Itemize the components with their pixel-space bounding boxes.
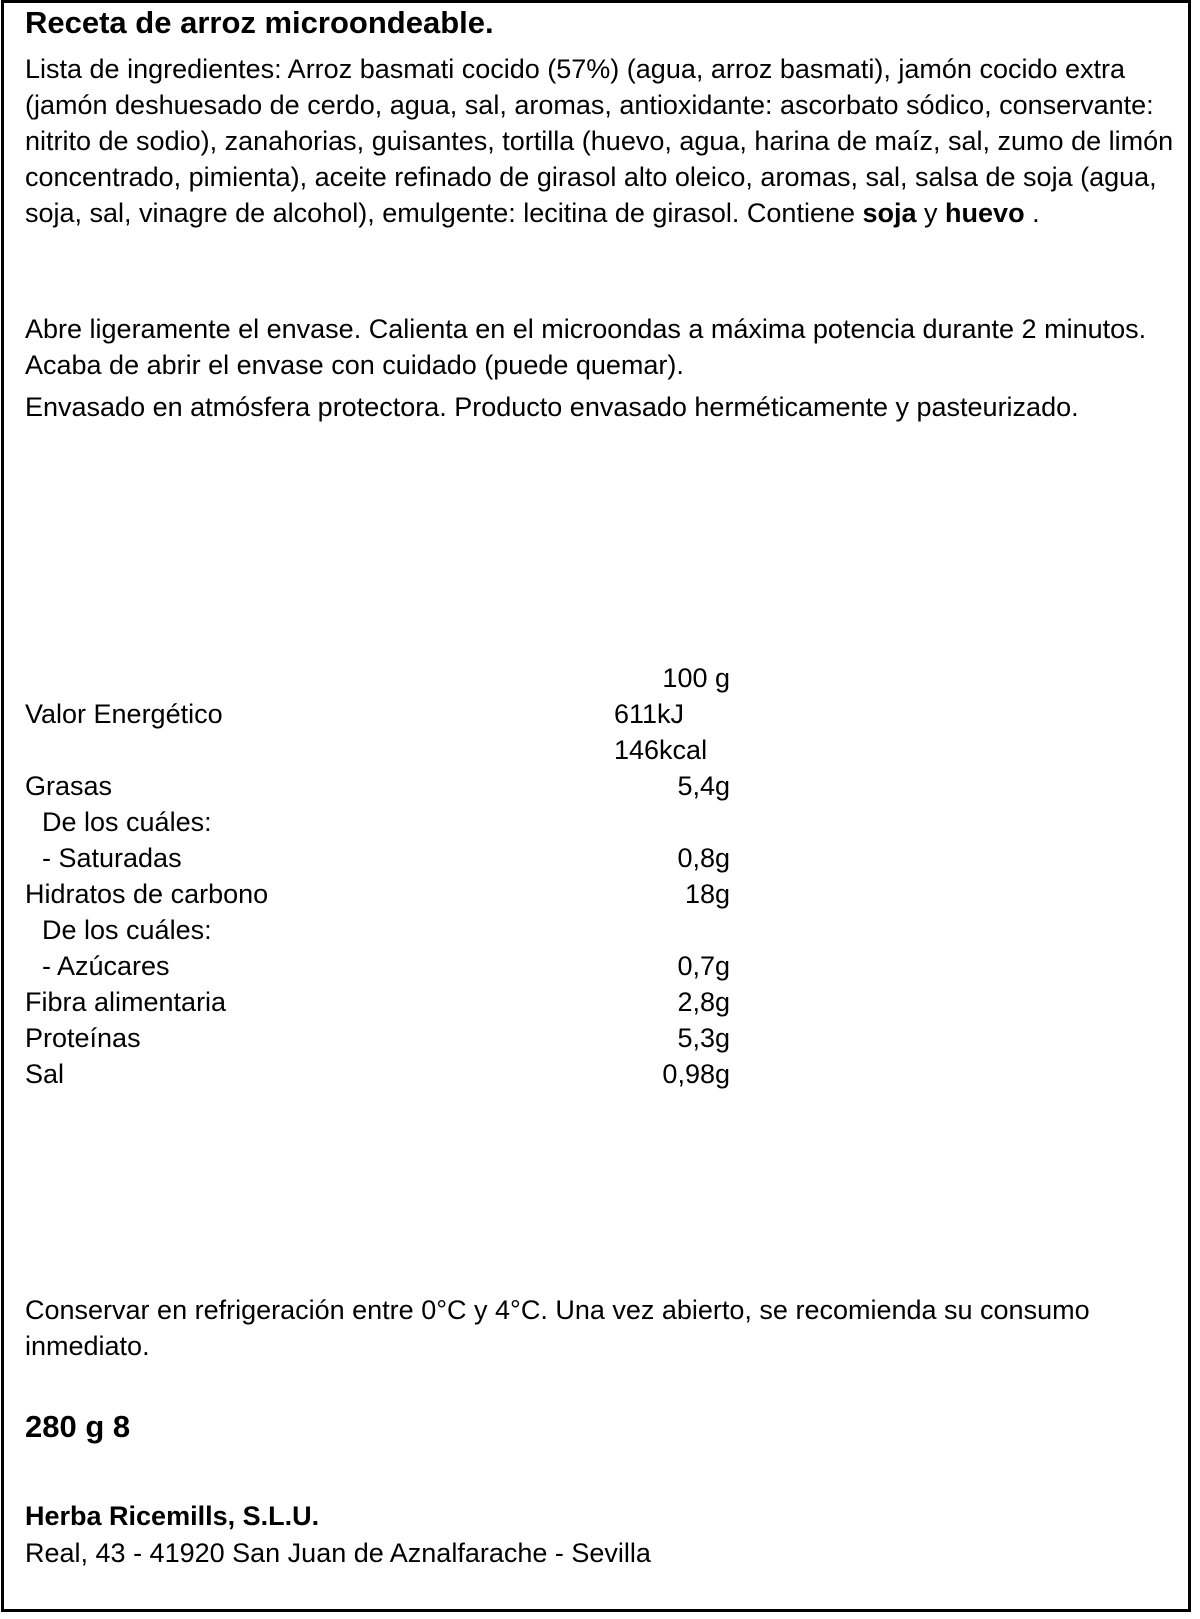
ingredients-list — [25, 51, 1185, 231]
nutrition-row — [25, 696, 785, 732]
nutrition-row — [25, 732, 785, 768]
ingredients-end: . — [1024, 198, 1040, 228]
nutrient-value: 0,8g — [677, 843, 730, 873]
nutrition-row — [25, 912, 785, 948]
nutrition-row — [25, 1020, 785, 1056]
nutrient-label: - Azúcares — [42, 951, 170, 981]
storage-instructions: Conservar en refrigeración entre 0°C y 4°C. Una vez abierto, se recomienda su consumo inmediato. — [25, 1295, 1090, 1361]
nutrient-label: Sal — [25, 1059, 65, 1089]
allergen-joiner: y — [916, 198, 946, 228]
preparation-instructions: Abre ligeramente el envase. Calienta en el microondas a máxima potencia durante 2 minutos. Acaba de abrir el envase con cuidado (puede quemar). — [25, 314, 1147, 380]
nutrient-value: 0,7g — [677, 951, 730, 981]
net-weight: 280 g 8 — [25, 1409, 131, 1444]
nutrition-row — [25, 984, 785, 1020]
nutrient-value: 611kJ — [614, 699, 685, 729]
nutrition-header: 100 g — [662, 663, 730, 693]
packaging-info: Envasado en atmósfera protectora. Producto envasado herméticamente y pasteurizado. — [25, 392, 1079, 422]
nutrition-row — [25, 840, 785, 876]
nutrient-label: De los cuáles: — [42, 915, 212, 945]
ingredients-text: Lista de ingredientes: Arroz basmati cocido (57%) (agua, arroz basmati), jamón cocido extra (jamón deshuesado de cerdo, agua, sal, aromas, antioxidante: ascorbato sódico, conservante: nitrito de sodio), zanahorias, guisantes, tortilla (huevo, agua, harina de maíz, sal, zumo de limón concentrado, pimienta), aceite refinado de girasol alto oleico, aromas, sal, salsa de soja (agua, soja, sal, vinagre de alcohol), emulgente: lecitina de girasol. Contiene — [25, 54, 1174, 228]
nutrient-label: Grasas — [25, 771, 113, 801]
company-address: Real, 43 - 41920 San Juan de Aznalfarache - Sevilla — [25, 1538, 651, 1568]
nutrient-value: 5,4g — [677, 771, 730, 801]
nutrient-value: 0,98g — [662, 1059, 730, 1089]
nutrient-label: De los cuáles: — [42, 807, 212, 837]
nutrition-row — [25, 948, 785, 984]
nutrient-label: Fibra alimentaria — [25, 987, 227, 1017]
nutrient-value: 5,3g — [677, 1023, 730, 1053]
allergen-huevo: huevo — [945, 198, 1025, 228]
product-title: Receta de arroz microondeable. — [25, 5, 494, 40]
nutrient-label: Hidratos de carbono — [25, 879, 269, 909]
nutrition-header-row — [25, 660, 785, 696]
company-name: Herba Ricemills, S.L.U. — [25, 1501, 320, 1531]
nutrition-table — [25, 660, 785, 1092]
nutrition-row — [25, 804, 785, 840]
nutrient-label: - Saturadas — [42, 843, 182, 873]
nutrient-label: Valor Energético — [25, 699, 223, 729]
nutrient-label: Proteínas — [25, 1023, 141, 1053]
nutrient-value: 2,8g — [677, 987, 730, 1017]
nutrition-row — [25, 876, 785, 912]
nutrient-value: 18g — [684, 879, 730, 909]
nutrition-row — [25, 768, 785, 804]
nutrition-row — [25, 1056, 785, 1092]
allergen-soja: soja — [862, 198, 917, 228]
nutrient-value: 146kcal — [614, 735, 708, 765]
